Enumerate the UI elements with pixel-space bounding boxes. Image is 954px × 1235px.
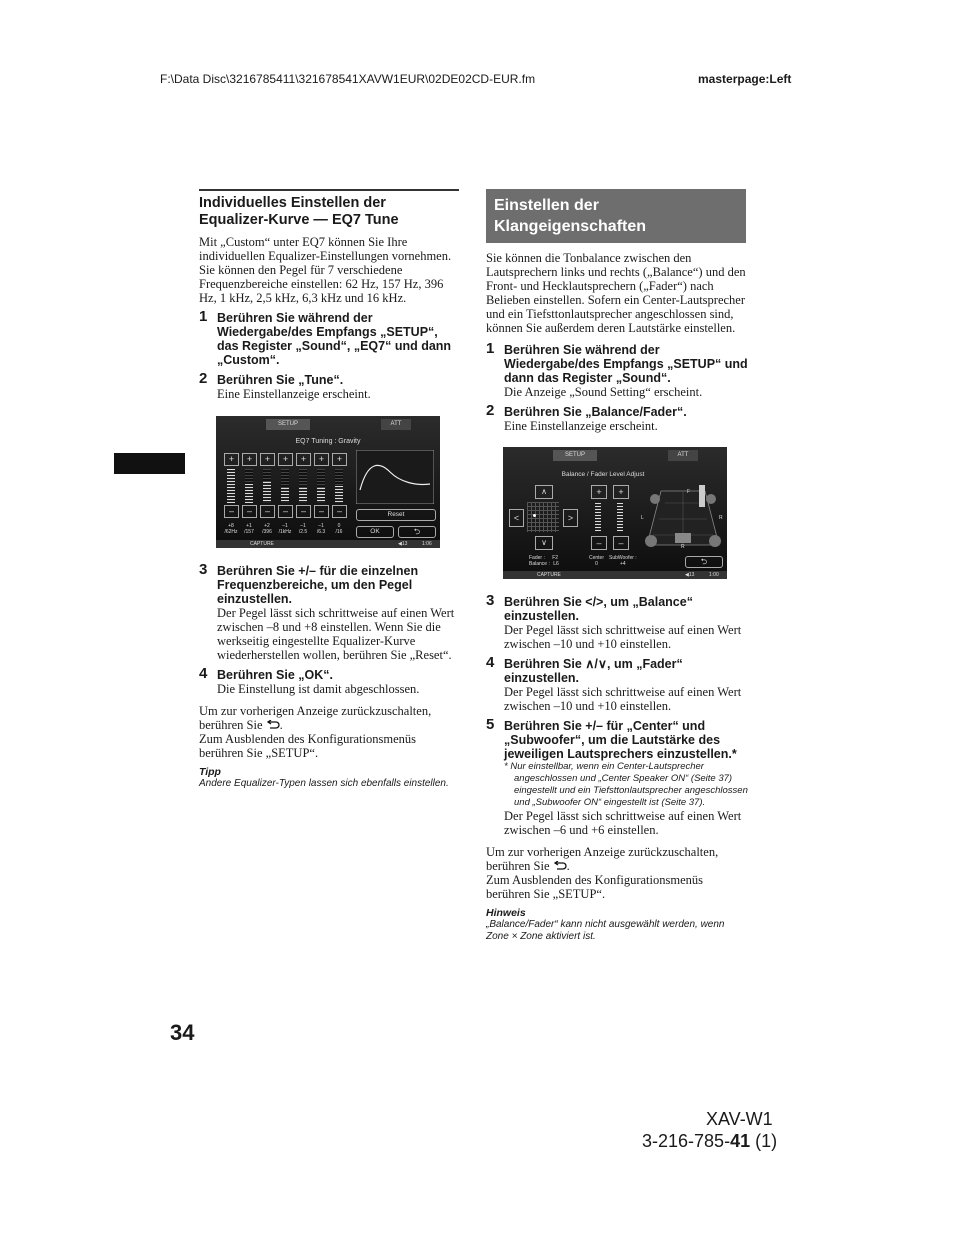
step-number: 1 <box>199 308 208 325</box>
screen-title: Balance / Fader Level Adjust <box>561 471 645 478</box>
right-label: R <box>719 515 723 521</box>
volume-status: ◀13 <box>398 541 408 547</box>
center-minus-button[interactable]: – <box>591 536 607 550</box>
step-title: Berühren Sie „OK“. <box>217 668 333 682</box>
balance-right-button[interactable]: > <box>563 509 578 527</box>
section-banner: Einstellen der Klangeigenschaften <box>486 189 746 243</box>
rear-label: R <box>681 544 685 550</box>
tab-att[interactable]: ATT <box>668 450 698 461</box>
capture-label: CAPTURE <box>537 572 561 578</box>
eq-band-label: –1 /1kHz <box>278 523 292 535</box>
clock: 1:00 <box>709 572 719 578</box>
right-step-3 <box>486 592 748 651</box>
left-step-3 <box>199 561 459 662</box>
step-number: 4 <box>486 654 495 671</box>
left-step-1 <box>199 308 459 367</box>
step-body: Eine Einstellanzeige erscheint. <box>217 387 371 401</box>
step-number: 3 <box>199 561 208 578</box>
step-title: Berühren Sie ∧/∨, um „Fader“ einzustellen. <box>504 657 683 685</box>
right-column <box>486 189 748 943</box>
page-number: 34 <box>170 1020 195 1045</box>
back-button[interactable] <box>685 556 723 568</box>
left-outro: Um zur vorherigen Anzeige zurückzuschalten, berühren Sie . Zum Ausblenden des Konfigurationsmenüs berühren Sie „SETUP“. <box>199 704 432 760</box>
step-title: Berühren Sie während der Wiedergabe/des Empfangs „SETUP“ und dann das Register „Sound“. <box>504 343 748 385</box>
status-bar <box>503 571 727 579</box>
step-number: 2 <box>486 402 495 419</box>
tip-heading: Tipp <box>199 766 221 778</box>
step-body: Der Pegel lässt sich schrittweise auf einen Wert zwischen –10 und +10 einstellen. <box>504 623 742 651</box>
back-arrow-icon <box>553 861 567 871</box>
eq-level-fill <box>227 469 235 503</box>
eq-level-fill <box>317 488 325 503</box>
eq-plus-button[interactable]: + <box>242 453 257 466</box>
eq-band-label: +1 /157 <box>244 523 254 535</box>
center-readout: Center 0 <box>589 555 605 567</box>
eq-minus-button[interactable]: – <box>224 505 239 518</box>
left-step-4 <box>199 665 459 696</box>
eq-minus-button[interactable]: – <box>296 505 311 518</box>
left-title: Individuelles Einstellen der Equalizer-Kurve — EQ7 Tune <box>199 195 399 228</box>
step-number: 4 <box>199 665 208 682</box>
right-outro: Um zur vorherigen Anzeige zurückzuschalten, berühren Sie . Zum Ausblenden des Konfigurationsmenüs berühren Sie „SETUP“. <box>486 845 719 901</box>
eq-minus-button[interactable]: – <box>242 505 257 518</box>
eq-level-meter <box>299 469 307 503</box>
reset-button[interactable]: Reset <box>356 509 436 521</box>
eq-level-fill <box>263 482 271 503</box>
step-title: Berühren Sie während der Wiedergabe/des Empfangs „SETUP“, das Register „Sound“, „EQ7“ und dann „Custom“. <box>217 311 452 367</box>
step-body: Eine Einstellanzeige erscheint. <box>504 419 658 433</box>
step-body: Der Pegel lässt sich schrittweise auf einen Wert zwischen –8 und +8 einstellen. Wenn Sie die werkseitig eingestellte Equalizer-Kurve wiederherstellen wollen, berühren Sie „Reset“. <box>217 606 455 662</box>
step-number: 2 <box>199 370 208 387</box>
fader-down-button[interactable]: ∨ <box>535 536 553 550</box>
step-body: Die Anzeige „Sound Setting“ erscheint. <box>504 385 703 399</box>
eq-plus-button[interactable]: + <box>224 453 239 466</box>
model-number: XAV-W1 <box>706 1109 773 1129</box>
eq-minus-button[interactable]: – <box>332 505 347 518</box>
eq-band-label: +2 /396 <box>262 523 272 535</box>
step-title: Berühren Sie +/– für „Center“ und „Subwoofer“, um die Lautstärke des jeweiligen Lautsprechers einzustellen.* <box>504 719 737 761</box>
capture-label: CAPTURE <box>250 541 274 547</box>
eq-level-fill <box>245 484 253 503</box>
right-step-5 <box>486 716 748 837</box>
eq-plus-button[interactable]: + <box>260 453 275 466</box>
back-arrow-icon: ⮌ <box>700 557 708 566</box>
tab-att[interactable]: ATT <box>381 419 411 430</box>
footnote: * Nur einstellbar, wenn ein Center-Lautsprecher angeschlossen und „Center Speaker ON“ (Seite 37) eingestellt und ein Tiefsttonlautsprecher angeschlossen und „Subwoofer ON“ eingestellt ist (Seite 37). <box>504 761 748 808</box>
back-arrow-icon: ⮌ <box>413 527 421 536</box>
eq-level-fill <box>335 486 343 503</box>
eq-plus-button[interactable]: + <box>332 453 347 466</box>
eq-band-label: –1 /6.3 <box>316 523 326 535</box>
right-step-2 <box>486 402 748 433</box>
back-button[interactable] <box>398 526 436 538</box>
step-body: Der Pegel lässt sich schrittweise auf einen Wert zwischen –10 und +10 einstellen. <box>504 685 742 713</box>
eq-band-label: +8 /62Hz <box>224 523 238 535</box>
step-number: 1 <box>486 340 495 357</box>
step-title: Berühren Sie „Tune“. <box>217 373 344 387</box>
balance-left-button[interactable]: < <box>509 509 524 527</box>
ok-button[interactable]: OK <box>356 526 394 538</box>
balance-fader-grid <box>527 502 559 532</box>
step-number: 3 <box>486 592 495 609</box>
center-level-meter <box>595 503 601 531</box>
back-arrow-icon <box>266 720 280 730</box>
car-speaker-diagram <box>641 485 725 551</box>
hint-heading: Hinweis <box>486 907 526 919</box>
eq-level-meter <box>227 469 235 503</box>
step-title: Berühren Sie +/– für die einzelnen Frequenzbereiche, um den Pegel einzustellen. <box>217 564 419 606</box>
eq-level-meter <box>335 469 343 503</box>
step-body: Der Pegel lässt sich schrittweise auf einen Wert zwischen –6 und +6 einstellen. <box>504 809 742 837</box>
eq-plus-button[interactable]: + <box>278 453 293 466</box>
balance-fader-screenshot <box>503 447 727 579</box>
eq-minus-button[interactable]: – <box>314 505 329 518</box>
eq-level-fill <box>299 488 307 503</box>
subwoofer-minus-button[interactable]: – <box>613 536 629 550</box>
fader-balance-readout: Fader : F2 Balance : L6 <box>529 555 559 567</box>
eq-level-meter <box>281 469 289 503</box>
eq-plus-button[interactable]: + <box>314 453 329 466</box>
right-step-1 <box>486 340 748 399</box>
fader-up-button[interactable]: ∧ <box>535 485 553 499</box>
hint-body: „Balance/Fader“ kann nicht ausgewählt werden, wenn Zone × Zone aktiviert ist. <box>486 919 725 942</box>
step-body: Die Einstellung ist damit abgeschlossen. <box>217 682 420 696</box>
eq-level-fill <box>281 488 289 503</box>
masterpage-label: masterpage:Left <box>698 72 792 86</box>
subwoofer-readout: SubWoofer : +4 <box>609 555 637 567</box>
step-title: Berühren Sie </>, um „Balance“ einzustellen. <box>504 595 693 623</box>
chapter-tab <box>114 453 185 474</box>
left-intro: Mit „Custom“ unter EQ7 können Sie Ihre individuellen Equalizer-Einstellungen vornehmen. Sie können den Pegel für 7 verschiedene Frequenzbereiche einstellen: 62 Hz, 157 Hz, 396 Hz, 1 kHz, 2,5 kHz, 6,3 kHz und 16 kHz. <box>199 235 452 305</box>
eq-level-meter <box>245 469 253 503</box>
front-label: F <box>687 489 691 495</box>
subwoofer-plus-button[interactable]: + <box>613 485 629 499</box>
eq-minus-button[interactable]: – <box>278 505 293 518</box>
part-number: 3-216-785-41 (1) <box>642 1131 778 1151</box>
volume-status: ◀13 <box>685 572 695 578</box>
right-intro: Sie können die Tonbalance zwischen den Lautsprechern links und rechts („Balance“) und den Front- und Hecklautsprechern („Fader“) nach Belieben einstellen. Sofern ein Center-Lautsprecher und ein Tiefsttonlautsprecher angeschlossen sind, können Sie außerdem deren Lautstärke einstellen. <box>486 251 746 335</box>
center-plus-button[interactable]: + <box>591 485 607 499</box>
step-title: Berühren Sie „Balance/Fader“. <box>504 405 687 419</box>
tip-body: Andere Equalizer-Typen lassen sich ebenfalls einstellen. <box>199 778 449 789</box>
step-number: 5 <box>486 716 495 733</box>
tab-setup[interactable]: SETUP <box>266 419 310 430</box>
tab-setup[interactable]: SETUP <box>553 450 597 461</box>
eq-plus-button[interactable]: + <box>296 453 311 466</box>
subwoofer-level-meter <box>617 503 623 531</box>
eq-level-meter <box>317 469 325 503</box>
clock: 1:06 <box>422 541 432 547</box>
eq-title: EQ7 Tuning : Gravity <box>295 438 361 445</box>
eq-minus-button[interactable]: – <box>260 505 275 518</box>
left-column <box>199 189 459 790</box>
eq-curve-graph <box>356 450 434 504</box>
right-step-4 <box>486 654 748 713</box>
file-path: F:\Data Disc\3216785411\321678541XAVW1EUR\02DE02CD-EUR.fm <box>160 72 536 86</box>
left-step-2 <box>199 370 459 401</box>
eq-screenshot <box>216 416 440 548</box>
eq-band-label: 0 /16 <box>335 523 343 535</box>
eq-band-label: –1 /2.5 <box>298 523 308 535</box>
status-bar <box>216 540 440 548</box>
left-label: L <box>641 515 644 521</box>
eq-level-meter <box>263 469 271 503</box>
left-title-rule <box>199 189 459 229</box>
